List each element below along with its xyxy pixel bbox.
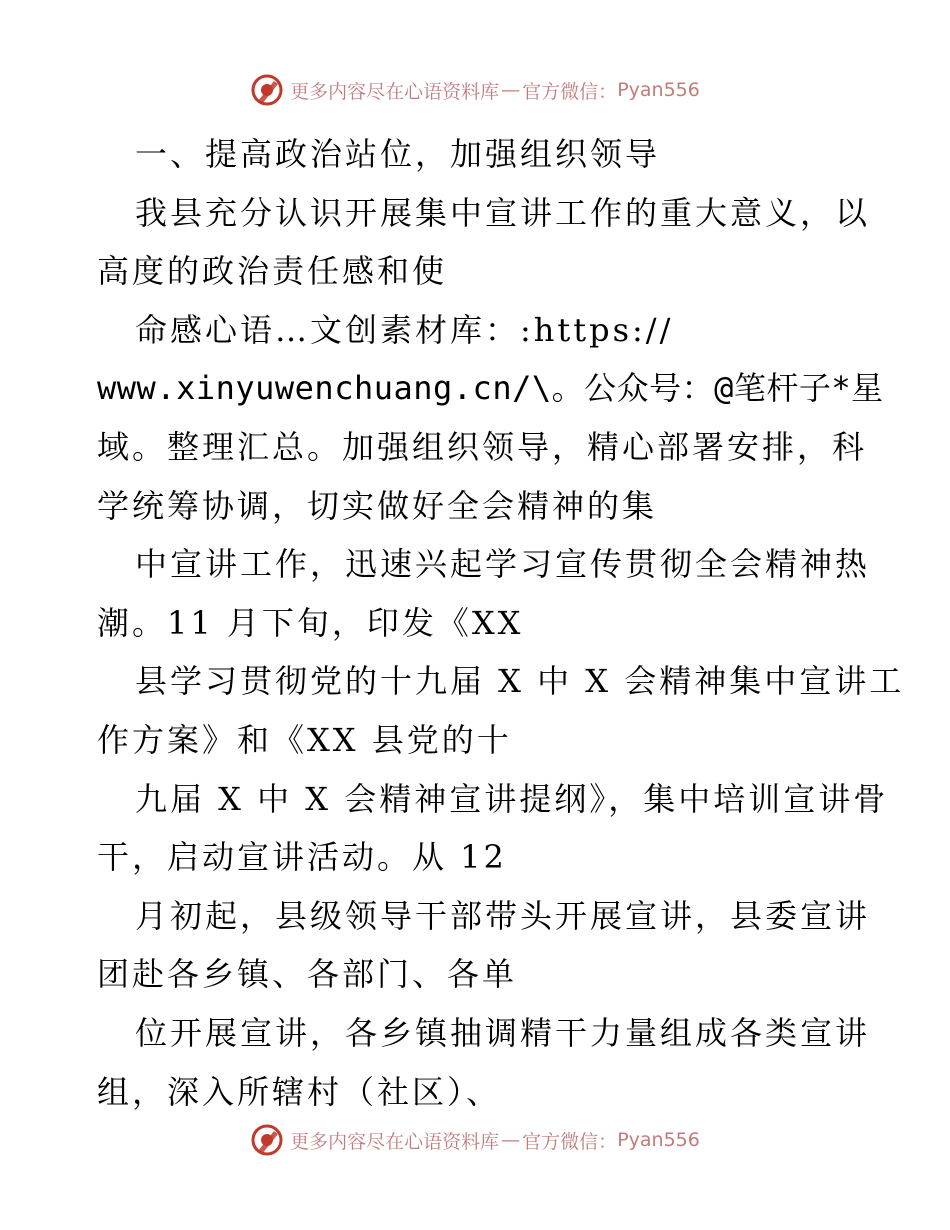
paragraph-line: 中宣讲工作，迅速兴起学习宣传贯彻全会精神热 <box>135 545 871 584</box>
paragraph-line: 团赴各乡镇、各部门、各单 <box>97 955 518 994</box>
banner-wechat-id: Pyan556 <box>617 79 700 101</box>
paragraph-line: www.xinyuwenchuang.cn/\。公众号：@笔杆子*星 <box>97 369 884 408</box>
paragraph-line: 我县充分认识开展集中宣讲工作的重大意义，以 <box>135 193 871 232</box>
banner-wechat-id: Pyan556 <box>617 1129 700 1151</box>
banner-slogan: 更多内容尽在心语资料库 <box>290 80 500 103</box>
paragraph-line: 位开展宣讲，各乡镇抽调精干力量组成各类宣讲 <box>135 1013 871 1052</box>
banner-wechat-label: 官方微信： <box>522 80 618 103</box>
header-banner <box>0 70 950 110</box>
paragraph-line: 域。整理汇总。加强组织领导，精心部署安排，科 <box>97 427 868 466</box>
paragraph-line: 干，启动宣讲活动。从 12 <box>97 838 507 877</box>
paragraph-line: 潮。11 月下旬，印发《XX <box>97 603 524 642</box>
paragraph-line: 县学习贯彻党的十九届 X 中 X 会精神集中宣讲工 <box>135 662 905 701</box>
paragraph-line: 月初起，县级领导干部带头开展宣讲，县委宣讲 <box>135 896 871 935</box>
banner-separator: — <box>501 1129 521 1151</box>
banner-slogan: 更多内容尽在心语资料库 <box>290 1130 500 1153</box>
paragraph-line: 高度的政治责任感和使 <box>97 252 448 291</box>
pen-logo-icon <box>250 73 284 107</box>
banner-separator: — <box>501 79 521 101</box>
paragraph-line: 组，深入所辖村（社区）、 <box>97 1072 502 1111</box>
paragraph-line: 作方案》和《XX 县党的十 <box>97 720 512 759</box>
paragraph-line: 九届 X 中 X 会精神宣讲提纲》，集中培训宣讲骨 <box>135 779 889 818</box>
footer-banner <box>0 1120 950 1160</box>
paragraph-line: 学统筹协调，切实做好全会精神的集 <box>97 486 658 525</box>
pen-logo-icon <box>250 1123 284 1157</box>
paragraph-line: 命感心语…文创素材库：:https:// <box>135 310 674 349</box>
section-heading: 一、提高政治站位，加强组织领导 <box>135 135 661 173</box>
document-body <box>97 125 905 1121</box>
banner-wechat-label: 官方微信： <box>522 1130 618 1153</box>
